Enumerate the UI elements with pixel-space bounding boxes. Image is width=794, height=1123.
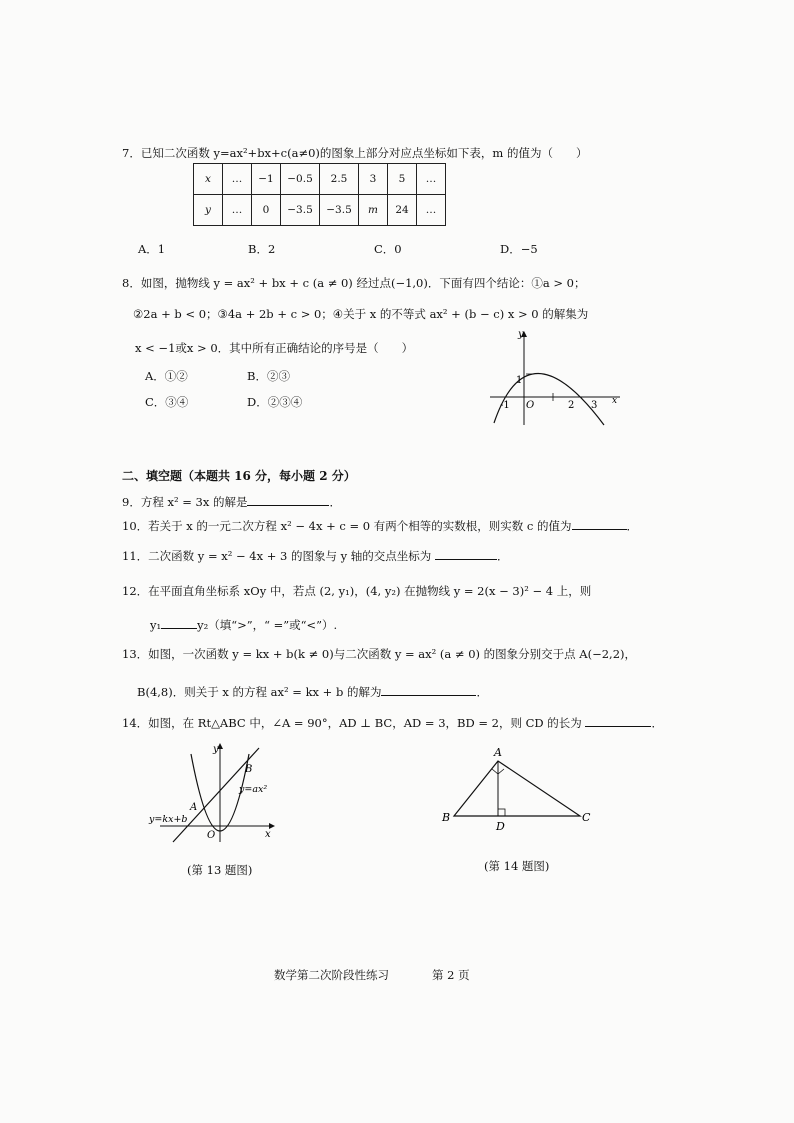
q13-line2 — [137, 685, 488, 700]
q11-end: ． — [496, 549, 509, 563]
table-cell: 24 — [388, 195, 417, 226]
q8-option-b[interactable]: B．②③ — [247, 369, 290, 383]
q8-line1: 8．如图，抛物线 y = ax² + bx + c (a ≠ 0) 经过点(−1,0)．下面有四个结论：①a > 0； — [122, 276, 586, 290]
q10-stem: 10．若关于 x 的一元二次方程 x² − 4x + c = 0 有两个相等的实数根，则实数 c 的值为 — [122, 519, 572, 533]
table-row — [194, 164, 446, 195]
fig14-caption: (第 14 题图) — [484, 859, 550, 873]
table-cell: m — [359, 195, 388, 226]
q7-option-c[interactable]: C．0 — [374, 242, 402, 256]
table-cell: 0 — [252, 195, 281, 226]
q7-option-d[interactable]: D．−5 — [500, 242, 538, 256]
q13-line1: 13．如图，一次函数 y = kx + b(k ≠ 0)与二次函数 y = ax² (a ≠ 0) 的图象分别交于点 A(−2,2)， — [122, 647, 637, 661]
table-cell: −0.5 — [281, 164, 320, 195]
label-neg1: -1 — [500, 400, 510, 411]
q7-option-a[interactable]: A．1 — [138, 242, 166, 256]
q7-option-b[interactable]: B．2 — [248, 242, 276, 256]
point-a-label: A — [190, 802, 198, 813]
vertex-c-label: C — [582, 811, 591, 824]
table-cell: … — [417, 164, 446, 195]
x-axis-label: x — [612, 396, 618, 406]
table-cell: … — [417, 195, 446, 226]
origin-label: O — [207, 830, 216, 841]
x-axis-label: x — [265, 829, 271, 840]
q12-line1: 12．在平面直角坐标系 xOy 中，若点 (2, y₁)，(4, y₂) 在抛物线 y = 2(x − 3)² − 4 上，则 — [122, 584, 592, 598]
q14-end: ． — [651, 716, 663, 730]
table-cell: 3 — [359, 164, 388, 195]
triangle-abc — [454, 761, 580, 816]
label-three: 3 — [591, 400, 598, 411]
q12-answer-blank[interactable] — [161, 618, 197, 629]
q12-y1: y₁ — [150, 618, 162, 632]
line-kx-b — [173, 748, 259, 842]
q10-end: ． — [626, 519, 638, 533]
q7-stem: 7．已知二次函数 y=ax²+bx+c(a≠0)的图象上部分对应点坐标如下表，m 的值为（ ） — [122, 146, 588, 160]
line-label: y=kx+b — [149, 814, 188, 825]
q8-option-a[interactable]: A．①② — [145, 369, 188, 383]
q13-end: ． — [476, 685, 488, 699]
footer-page-number: 第 2 页 — [432, 968, 470, 982]
q8-option-c[interactable]: C．③④ — [145, 395, 189, 409]
y-axis-label: y — [518, 329, 524, 340]
label-two: 2 — [568, 400, 575, 411]
q12-y2: y₂（填“>”，“ =”或“<”）. — [197, 618, 338, 632]
y-axis-label: y — [213, 744, 219, 755]
parabola-curve — [494, 373, 604, 425]
q14-stem: 14．如图，在 Rt△ABC 中，∠A = 90°，AD ⊥ BC，AD = 3，BD = 2，则 CD 的长为 — [122, 716, 582, 730]
q13-answer-blank[interactable] — [381, 685, 476, 696]
table-cell: 2.5 — [320, 164, 359, 195]
origin-label: O — [526, 400, 535, 411]
q14-text — [122, 716, 663, 731]
q9-end: ． — [329, 495, 341, 509]
table-cell: −3.5 — [281, 195, 320, 226]
table-cell: … — [223, 195, 252, 226]
foot-d-label: D — [496, 820, 505, 833]
fig13-graph — [145, 738, 285, 846]
point-b-label: B — [245, 764, 253, 775]
q11-stem: 11．二次函数 y = x² − 4x + 3 的图象与 y 轴的交点坐标为 — [122, 549, 432, 563]
q8-parabola-graph — [480, 325, 630, 430]
q13-stem: B(4,8)．则关于 x 的方程 ax² = kx + b 的解为 — [137, 685, 382, 699]
table-cell: −1 — [252, 164, 281, 195]
q10-text — [122, 519, 638, 534]
vertex-b-label: B — [442, 811, 451, 824]
q11-answer-blank[interactable] — [435, 549, 497, 560]
q12-line2 — [150, 618, 337, 633]
q10-answer-blank[interactable] — [572, 519, 627, 530]
table-cell: −3.5 — [320, 195, 359, 226]
table-cell: … — [223, 164, 252, 195]
table-cell: x — [194, 164, 223, 195]
q14-answer-blank[interactable] — [585, 716, 651, 727]
q9-stem: 9．方程 x² = 3x 的解是 — [122, 495, 248, 509]
right-angle-d-icon — [498, 809, 505, 816]
table-cell: y — [194, 195, 223, 226]
table-cell: 5 — [388, 164, 417, 195]
q11-text — [122, 549, 508, 564]
footer-title: 数学第二次阶段性练习 — [274, 968, 389, 982]
q8-line2: ②2a + b < 0；③4a + 2b + c > 0；④关于 x 的不等式 ax² + (b − c) x > 0 的解集为 — [133, 307, 589, 321]
q9-text — [122, 495, 341, 510]
table-row — [194, 195, 446, 226]
label-one: 1 — [516, 375, 523, 386]
q8-line3: x < −1或x > 0．其中所有正确结论的序号是（ ） — [135, 341, 414, 355]
parabola-label: y=ax² — [239, 784, 268, 795]
vertex-a-label: A — [494, 746, 502, 759]
q9-answer-blank[interactable] — [247, 495, 329, 506]
fig14-triangle — [438, 743, 598, 835]
fig13-caption: (第 13 题图) — [187, 863, 253, 877]
section2-heading: 二、填空题（本题共 16 分，每小题 2 分） — [122, 469, 356, 483]
q8-option-d[interactable]: D．②③④ — [247, 395, 303, 409]
q7-value-table — [193, 163, 446, 226]
